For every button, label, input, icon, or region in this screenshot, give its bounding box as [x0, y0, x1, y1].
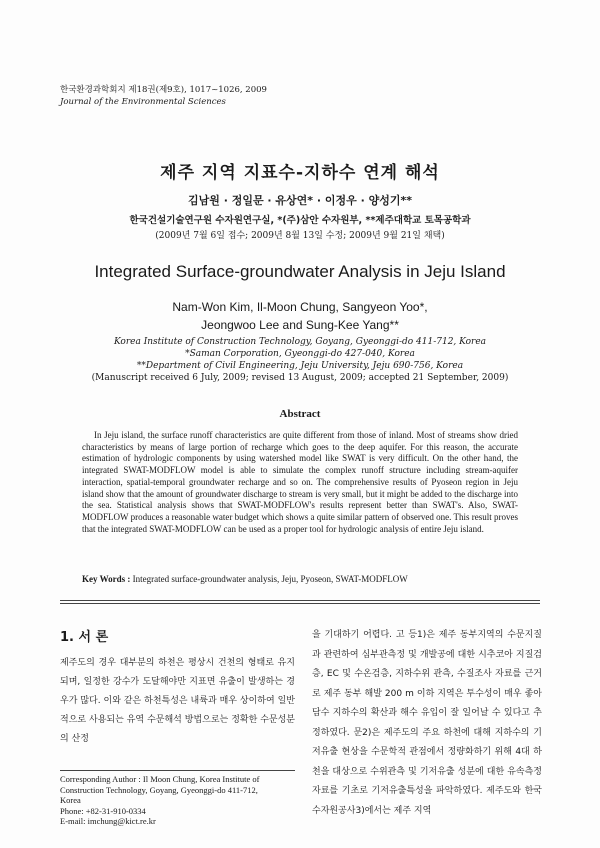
intro-left-column: 제주도의 경우 대부분의 하천은 평상시 건천의 형태로 유지되며, 일정한 강수가 도달해야만 지표면 유출이 발생하는 경우가 많다. 이와 같은 하천특성은 내륙과 매우 상이하여 일반적으로 사용되는 유역 수문해석 방법으로는 정확한 수문성분의 산정 [60, 658, 295, 744]
divider-rule [60, 600, 540, 601]
divider-rule-double [60, 603, 540, 604]
footnote-rule [60, 770, 295, 771]
english-title: Integrated Surface-groundwater Analysis in Jeju Island [94, 262, 506, 281]
english-authors [0, 298, 600, 334]
footnote-email: E-mail: imchung@kict.re.kr [60, 816, 156, 826]
affiliation-3: **Department of Civil Engineering, Jeju University, Jeju 690-756, Korea [136, 361, 464, 371]
korean-authors: 김남원 · 정일문 · 유상연* · 이정우 · 양성기** [188, 194, 412, 207]
footnote-line1: Corresponding Author : Il Moon Chung, Korea Institute of [60, 774, 260, 784]
korean-received-dates: (2009년 7월 6일 접수; 2009년 8월 13일 수정; 2009년 9월 21일 채택) [155, 231, 445, 241]
english-authors-line1: Nam-Won Kim, Il-Moon Chung, Sangyeon Yoo*, [172, 300, 428, 314]
footnote-line2: Construction Technology, Goyang, Gyeonggi-do 411-712, [60, 784, 258, 795]
affiliation-2: *Saman Corporation, Gyeonggi-do 427-040, Korea [185, 349, 415, 359]
keywords-text: Integrated surface-groundwater analysis, Jeju, Pyoseon, SWAT-MODFLOW [130, 574, 408, 584]
corresponding-author-footnote [60, 774, 300, 827]
abstract-body: In Jeju island, the surface runoff characteristics are quite different from those of inland. Most of streams show dried characteristics by means of large portion of recharge which goes to the deep aquifer. For this reason, the accurate estimation of hydrologic components by using watershed model like SWAT is very difficult. On the other hand, the integrated SWAT-MODFLOW model is able to simulate the complex runoff structure including stream-aquifer interaction, spatial-temporal groundwater recharge and so on. The comprehensive results of Pyoseon region in Jeju island show that the amount of groundwater discharge to stream is very small, but it might be added to the discharge into the sea. Statistical analysis shows that SWAT-MODFLOW's results represent better than SWAT's. Also, SWAT-MODFLOW produces a reasonable water budget which shows a quite similar pattern of observed one. This result proves that the integrated SWAT-MODFLOW can be used as a proper tool for hydrologic analysis of entire Jeju island. [82, 430, 518, 534]
journal-volume: 한국환경과학회지 제18권(제9호), 1017~1026, 2009 [60, 85, 267, 95]
journal-name: Journal of the Environmental Sciences [60, 97, 226, 107]
footnote-line3: Korea [60, 795, 81, 805]
affiliation-1: Korea Institute of Construction Technology, Goyang, Gyeonggi-do 411-712, Korea [113, 337, 487, 347]
journal-header [60, 84, 267, 108]
keywords-label: Key Words : [82, 574, 131, 584]
english-received-dates: (Manuscript received 6 July, 2009; revised 13 August, 2009; accepted 21 September, 2009) [91, 373, 509, 383]
footnote-phone: Phone: +82-31-910-0334 [60, 805, 146, 816]
english-authors-line2: Jeongwoo Lee and Sung-Kee Yang** [201, 318, 399, 332]
korean-title: 제주 지역 지표수-지하수 연계 해석 [160, 163, 440, 183]
korean-affiliation: 한국건설기술연구원 수자원연구실, *(주)삼안 수자원부, **제주대학교 토목공학과 [129, 215, 471, 226]
english-affiliations [0, 336, 600, 372]
section-heading-introduction: 1. 서 론 [60, 630, 109, 645]
abstract-heading: Abstract [279, 408, 321, 420]
keywords [82, 574, 408, 584]
intro-right-column: 을 기대하기 어렵다. 고 등1)은 제주 동부지역의 수문지질과 관련하여 심부관측정 및 개발공에 대한 시추코아 지질검층, EC 및 수온검층, 지하수위 관측, 수질조사 자료를 근거로 제주 동부 해발 200 m 이하 지역은 투수성이 매우 좋아 담수 지하수의 확산과 해수 유입이 잘 일어날 수 있다고 추정하였다. 문2)은 제주도의 주요 하천에 대해 지하수의 기저유출 현상을 수문학적 관점에서 정량화하기 위해 4대 하천을 대상으로 수위관측 및 기저유출 성분에 대한 유속측정 자료를 기초로 기저유출특성을 파악하였다. 제주도와 한국수자원공사3)에서는 제주 지역 [312, 630, 542, 816]
